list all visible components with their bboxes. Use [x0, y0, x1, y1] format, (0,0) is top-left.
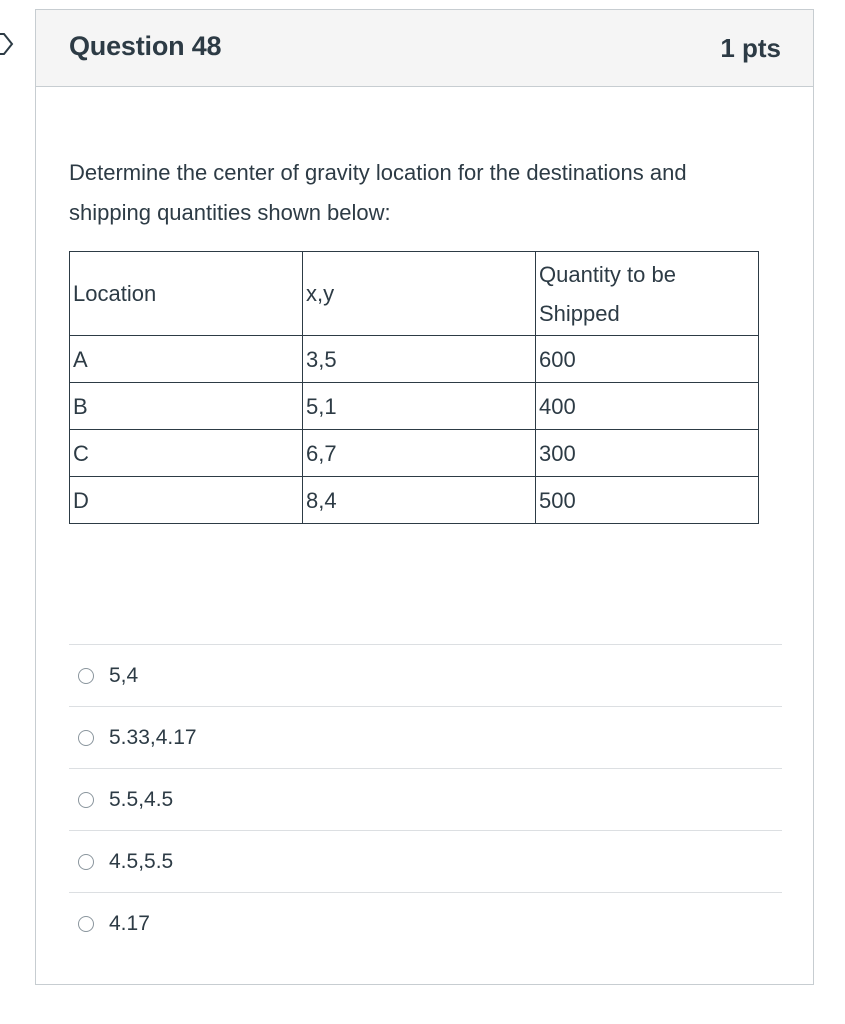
table-row — [70, 336, 759, 383]
answer-option[interactable] — [69, 830, 782, 892]
question-flag-icon[interactable] — [0, 33, 14, 55]
question-points: 1 pts — [720, 33, 781, 63]
answer-option[interactable] — [69, 768, 782, 830]
question-header — [36, 10, 813, 87]
table-cell-quantity: 400 — [536, 383, 759, 430]
table-cell-quantity: 300 — [536, 430, 759, 477]
table-header-location: Location — [70, 252, 303, 336]
answer-label[interactable]: 5.5,4.5 — [109, 788, 174, 811]
radio-button[interactable] — [78, 668, 94, 684]
table-header-quantity: Quantity to be Shipped — [536, 252, 759, 336]
answer-option[interactable] — [69, 706, 782, 768]
radio-button[interactable] — [78, 916, 94, 932]
table-cell-location: B — [70, 383, 303, 430]
answer-label[interactable]: 5.33,4.17 — [109, 726, 197, 749]
table-row — [70, 430, 759, 477]
table-cell-xy: 5,1 — [303, 383, 536, 430]
table-row — [70, 383, 759, 430]
answer-option[interactable] — [69, 644, 782, 706]
table-cell-quantity: 600 — [536, 336, 759, 383]
shipping-table — [69, 251, 759, 524]
table-cell-location: C — [70, 430, 303, 477]
table-cell-location: D — [70, 477, 303, 524]
answer-label[interactable]: 5,4 — [109, 664, 139, 687]
table-cell-quantity: 500 — [536, 477, 759, 524]
table-header-xy: x,y — [303, 252, 536, 336]
radio-button[interactable] — [78, 854, 94, 870]
table-cell-location: A — [70, 336, 303, 383]
answer-list — [69, 644, 782, 954]
question-card — [35, 9, 814, 985]
table-header-row — [70, 252, 759, 336]
table-cell-xy: 6,7 — [303, 430, 536, 477]
question-title: Question 48 — [69, 31, 222, 61]
table-row — [70, 477, 759, 524]
answer-label[interactable]: 4.5,5.5 — [109, 850, 174, 873]
table-cell-xy: 8,4 — [303, 477, 536, 524]
answer-label[interactable]: 4.17 — [109, 912, 150, 935]
radio-button[interactable] — [78, 792, 94, 808]
answer-option[interactable] — [69, 892, 782, 954]
question-text: Determine the center of gravity location for the destinations and shipping quantities shown below: — [69, 160, 687, 225]
radio-button[interactable] — [78, 730, 94, 746]
table-cell-xy: 3,5 — [303, 336, 536, 383]
